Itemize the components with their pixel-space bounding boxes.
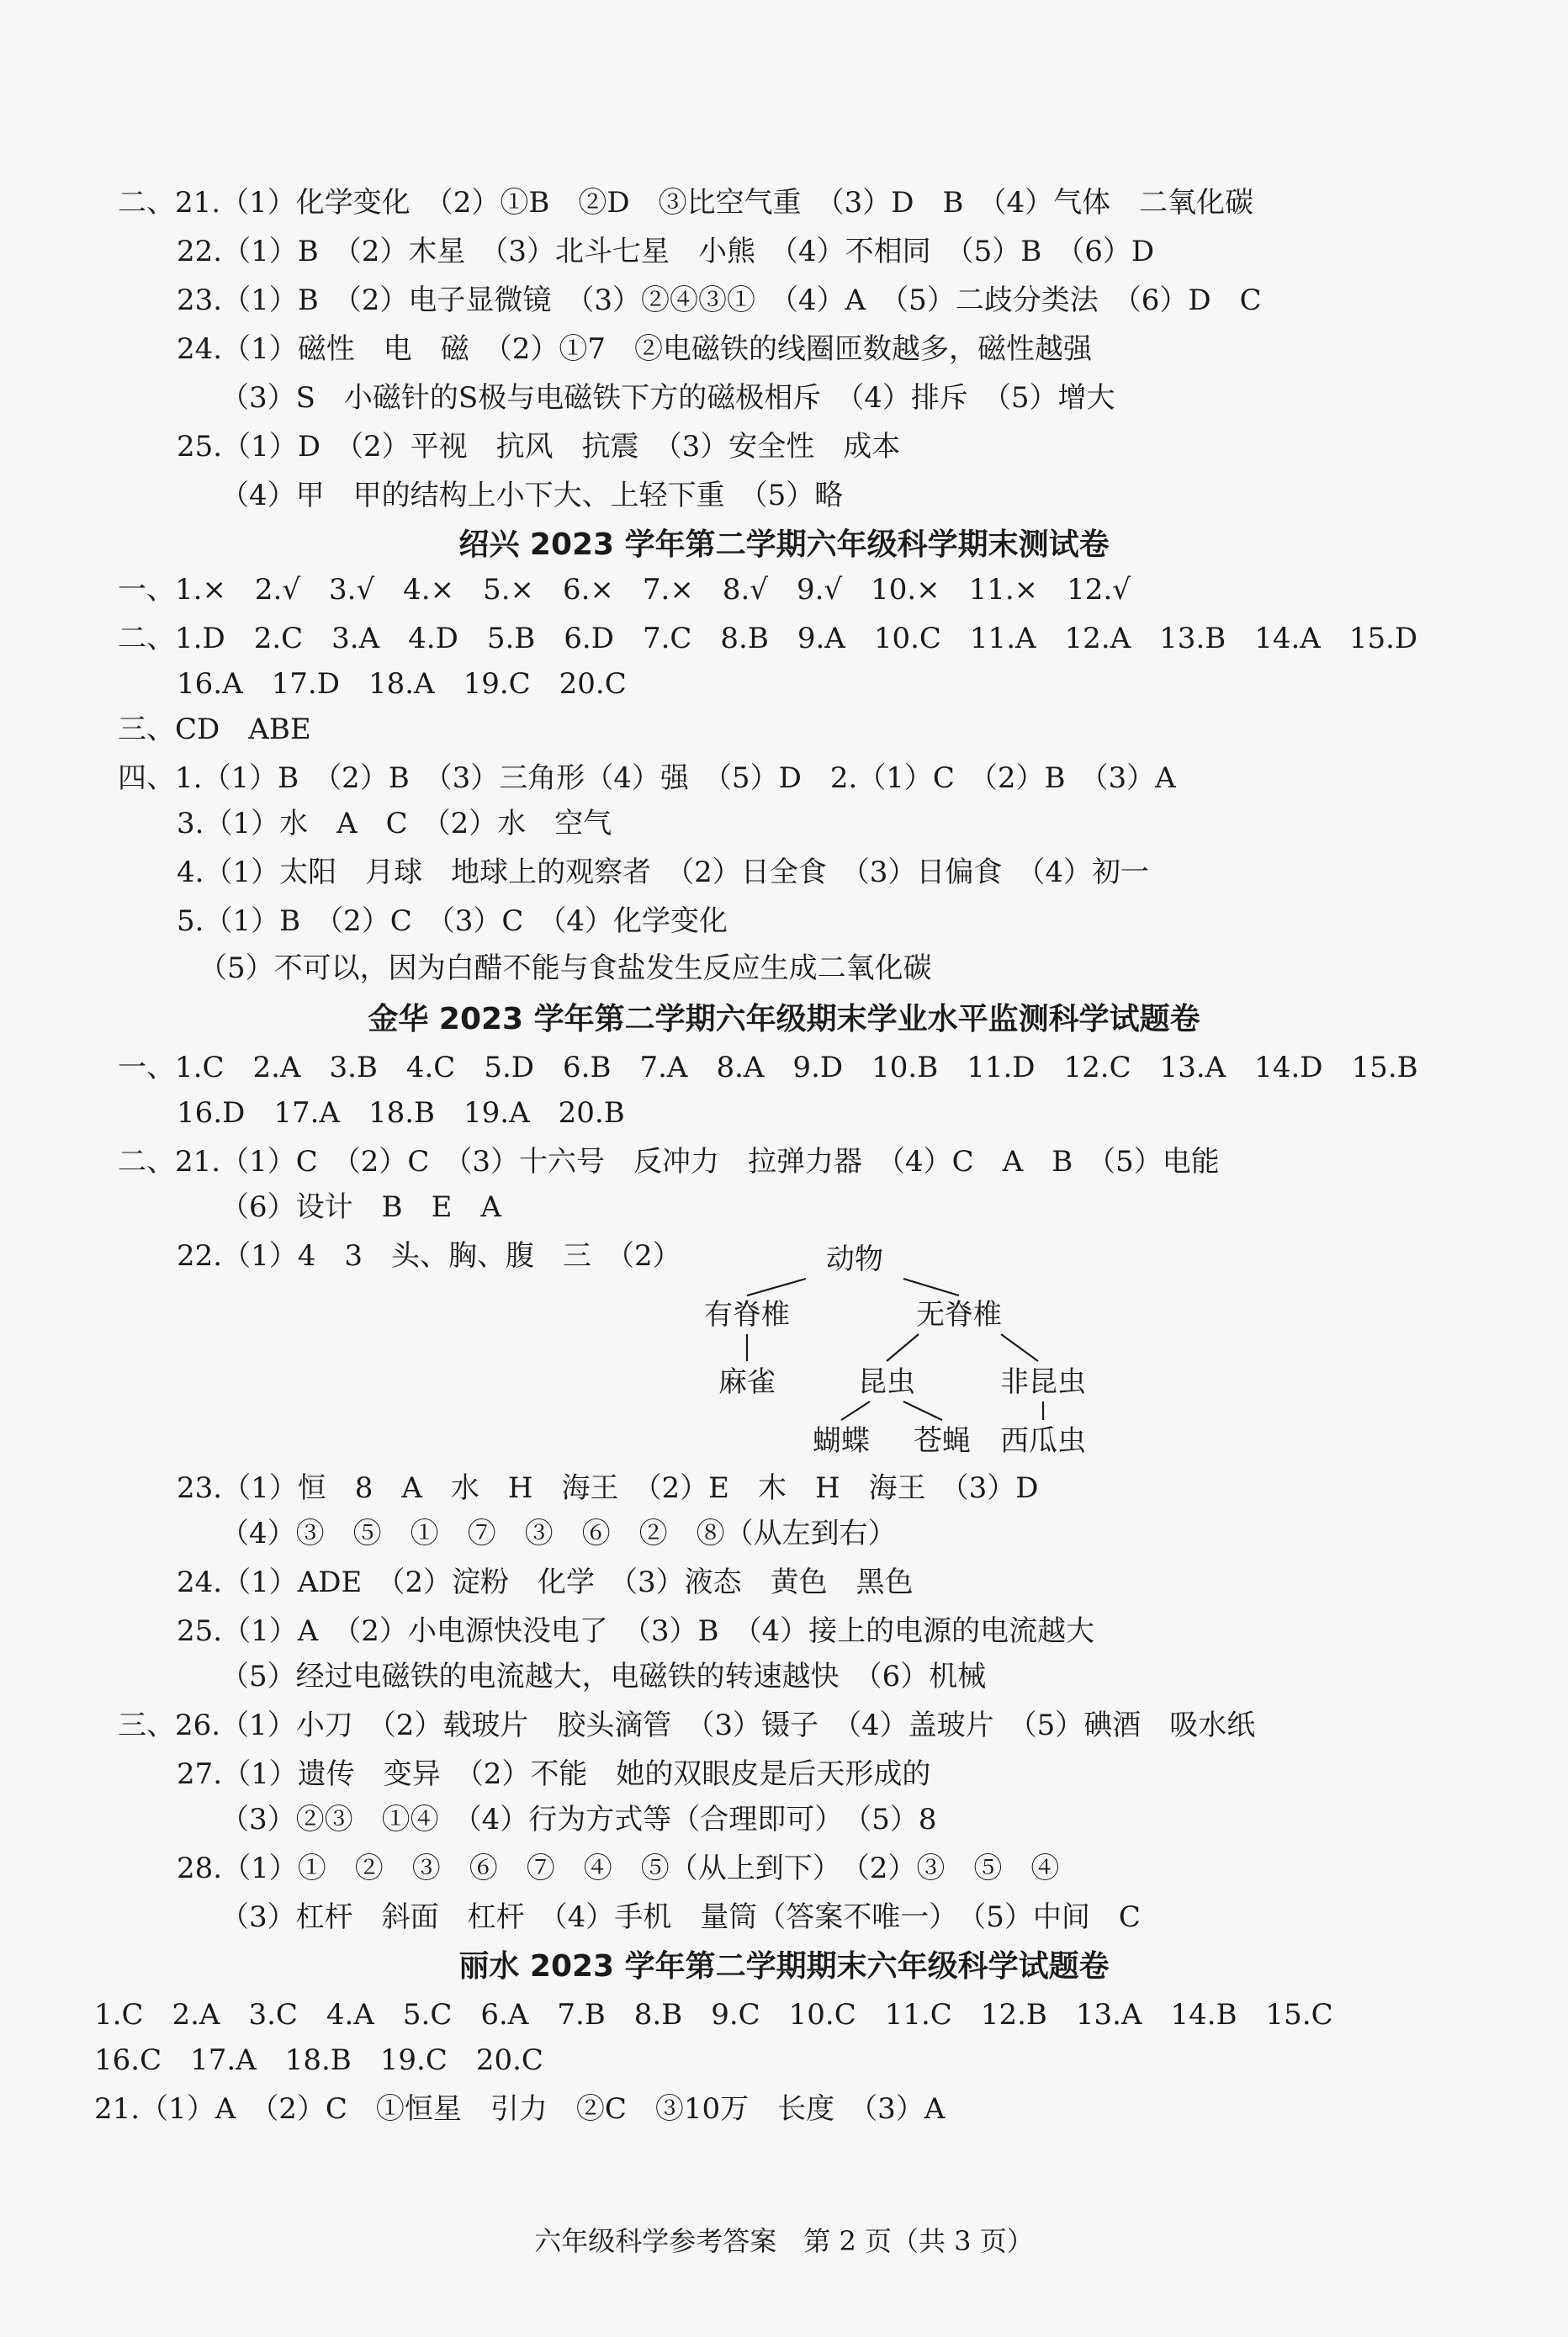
answer-line: 3.（1）水 A C （2）水 空气	[177, 807, 612, 840]
section-title-shaoxing: 绍兴 2023 学年第二学期六年级科学期末测试卷	[458, 527, 1110, 562]
tree-node-woodlouse: 西瓜虫	[1000, 1424, 1086, 1458]
tree-node-sparrow: 麻雀	[718, 1365, 776, 1399]
answer-line: 二、21.（1）化学变化 （2）①B ②D ③比空气重 （3）D B （4）气体 二氧化碳	[118, 186, 1254, 220]
tree-edge	[841, 1402, 870, 1420]
answer-line: 一、1.C 2.A 3.B 4.C 5.D 6.B 7.A 8.A 9.D 10.B 11.D 12.C 13.A 14.D 15.B	[118, 1051, 1418, 1084]
answer-line: 一、1.× 2.√ 3.√ 4.× 5.× 6.× 7.× 8.√ 9.√ 10.× 11.× 12.√	[118, 573, 1131, 607]
answer-line: 二、21.（1）C （2）C （3）十六号 反冲力 拉弹力器 （4）C A B （5）电能	[118, 1145, 1220, 1179]
page-footer: 六年级科学参考答案 第 2 页（共 3 页）	[534, 2225, 1034, 2257]
answer-line: （5）不可以，因为白醋不能与食盐发生反应生成二氧化碳	[199, 951, 932, 985]
answer-line: 16.C 17.A 18.B 19.C 20.C	[94, 2043, 543, 2077]
answer-line: 三、26.（1）小刀 （2）载玻片 胶头滴管 （3）镊子 （4）盖玻片 （5）碘酒 吸水纸	[118, 1709, 1256, 1742]
answer-line: 1.C 2.A 3.C 4.A 5.C 6.A 7.B 8.B 9.C 10.C 11.C 12.B 13.A 14.B 15.C	[94, 1998, 1333, 2032]
tree-node-butterfly: 蝴蝶	[813, 1424, 870, 1458]
tree-node-root: 动物	[826, 1243, 883, 1276]
answer-line: 二、1.D 2.C 3.A 4.D 5.B 6.D 7.C 8.B 9.A 10.C 11.A 12.A 13.B 14.A 15.D	[118, 622, 1418, 655]
answer-line: 21.（1）A （2）C ①恒星 引力 ②C ③10万 长度 （3）A	[94, 2092, 946, 2126]
answer-line: 16.A 17.D 18.A 19.C 20.C	[177, 667, 627, 701]
answer-line: （4）甲 甲的结构上小下大、上轻下重 （5）略	[220, 479, 844, 512]
tree-edge	[887, 1334, 919, 1361]
answer-line: 四、1.（1）B （2）B （3）三角形（4）强 （5）D 2.（1）C （2）B （3）A	[118, 761, 1176, 795]
answer-line: 5.（1）B （2）C （3）C （4）化学变化	[177, 904, 728, 938]
answer-line: （3）②③ ①④ （4）行为方式等（合理即可） （5）8	[220, 1803, 937, 1836]
tree-node-invertebrate: 无脊椎	[916, 1298, 1002, 1332]
section-title-lishui: 丽水 2023 学年第二学期期末六年级科学试题卷	[458, 1949, 1110, 1984]
answer-line: 24.（1）磁性 电 磁 （2）①7 ②电磁铁的线圈匝数越多，磁性越强	[177, 332, 1092, 366]
answer-line: （3）S 小磁针的S极与电磁铁下方的磁极相斥 （4）排斥 （5）增大	[220, 381, 1115, 415]
answer-line: 28.（1）① ② ③ ⑥ ⑦ ④ ⑤（从上到下） （2）③ ⑤ ④	[177, 1852, 1060, 1885]
answer-line: （4）③ ⑤ ① ⑦ ③ ⑥ ② ⑧（从左到右）	[220, 1517, 897, 1550]
answer-line: （6）设计 B E A	[220, 1190, 501, 1224]
answer-line: 4.（1）太阳 月球 地球上的观察者 （2）日全食 （3）日偏食 （4）初一	[177, 856, 1149, 889]
tree-edge	[903, 1279, 959, 1296]
answer-line: 三、CD ABE	[118, 713, 311, 746]
section-title-jinhua: 金华 2023 学年第二学期六年级期末学业水平监测科学试题卷	[368, 1002, 1200, 1036]
answer-line: 24.（1）ADE （2）淀粉 化学 （3）液态 黄色 黑色	[177, 1566, 914, 1599]
tree-node-fly: 苍蝇	[914, 1424, 971, 1458]
answer-line: 22.（1）4 3 头、胸、腹 三 （2）	[177, 1239, 681, 1273]
answer-line: 25.（1）D （2）平视 抗风 抗震 （3）安全性 成本	[177, 430, 901, 464]
answer-line: 23.（1）B （2）电子显微镜 （3）②④③① （4）A （5）二歧分类法 （6）D C	[177, 284, 1262, 317]
tree-edge	[1001, 1334, 1038, 1361]
tree-node-insect: 昆虫	[858, 1365, 915, 1399]
tree-edge	[747, 1279, 806, 1296]
tree-edge	[903, 1402, 942, 1420]
tree-node-non-insect: 非昆虫	[1000, 1365, 1086, 1399]
answer-line: 25.（1）A （2）小电源快没电了 （3）B （4）接上的电源的电流越大	[177, 1614, 1095, 1648]
answer-line: 16.D 17.A 18.B 19.A 20.B	[177, 1096, 625, 1130]
answer-line: 27.（1）遗传 变异 （2）不能 她的双眼皮是后天形成的	[177, 1757, 931, 1791]
answer-line: （5）经过电磁铁的电流越大，电磁铁的转速越快 （6）机械	[220, 1660, 987, 1693]
answer-line: （3）杠杆 斜面 杠杆 （4）手机 量筒（答案不唯一） （5）中间 C	[220, 1900, 1141, 1934]
answer-line: 22.（1）B （2）木星 （3）北斗七星 小熊 （4）不相同 （5）B （6）D	[177, 235, 1155, 268]
tree-node-vertebrate: 有脊椎	[704, 1298, 790, 1332]
answer-line: 23.（1）恒 8 A 水 H 海王 （2）E 木 H 海王 （3）D	[177, 1471, 1039, 1505]
